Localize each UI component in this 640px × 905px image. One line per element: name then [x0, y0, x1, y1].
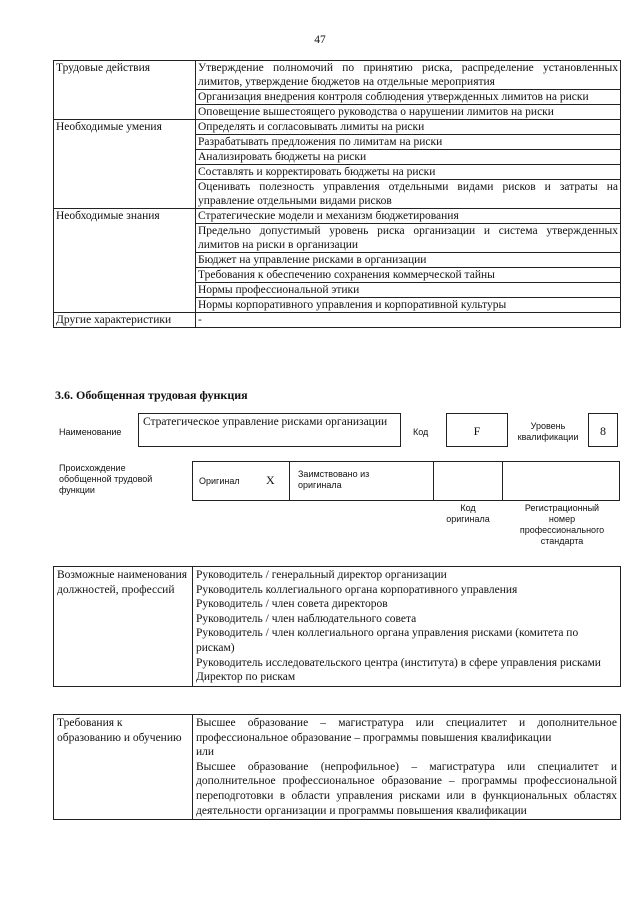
education-text-2: или — [196, 746, 215, 759]
row-label-actions: Трудовые действия — [54, 61, 196, 120]
education-text-1: Высшее образование – магистратура или специалитет и дополнительное профессиональное образование – программы повышения квалификации — [196, 717, 617, 744]
table-row — [54, 567, 621, 687]
origin-label: Происхождение обобщенной трудовой функции — [59, 463, 153, 495]
row-label-other: Другие характеристики — [54, 313, 196, 328]
positions-table — [53, 566, 621, 687]
list-item: Руководитель / генеральный директор организации — [196, 569, 447, 581]
table-cell: Требования к обеспечению сохранения коммерческой тайны — [196, 268, 621, 283]
table-row — [54, 313, 621, 328]
positions-list — [193, 567, 621, 687]
table-cell: Анализировать бюджеты на риски — [196, 150, 621, 165]
list-item: Руководитель коллегиального органа корпоративного управления — [196, 583, 518, 596]
education-text — [193, 715, 621, 820]
list-item: Руководитель / член наблюдательного совета — [196, 612, 417, 625]
table-row — [54, 120, 621, 135]
section-title: 3.6. Обобщенная трудовая функция — [55, 388, 248, 402]
table-cell: Составлять и корректировать бюджеты на риски — [196, 165, 621, 180]
table-cell: Организация внедрения контроля соблюдения утвержденных лимитов на риски — [196, 90, 621, 105]
original-label: Оригинал — [199, 476, 240, 486]
education-table — [53, 714, 621, 820]
table-row — [54, 61, 621, 90]
table-cell: Бюджет на управление рисками в организации — [196, 253, 621, 268]
table-cell: Нормы корпоративного управления и корпоративной культуры — [196, 298, 621, 313]
row-label-knowledge: Необходимые знания — [54, 209, 196, 313]
table-cell: Определять и согласовывать лимиты на риски — [196, 120, 621, 135]
name-label: Наименование — [59, 427, 122, 437]
education-text-3: Высшее образование (непрофильное) – магистратура или специалитет и дополнительное профессиональное образование – программы профессиональной переподготовки в области управления рисками или в функциональных областях деятельности организации и программы повышения квалификации — [196, 760, 617, 817]
code-label: Код — [413, 427, 429, 437]
code-value: F — [446, 413, 508, 447]
level-label: Уровень квалификации — [517, 421, 579, 442]
table-cell: - — [196, 313, 621, 328]
original-mark: X — [266, 473, 275, 487]
name-value: Стратегическое управление рисками организации — [138, 413, 401, 447]
list-item: Руководитель / член совета директоров — [196, 598, 388, 611]
borrowed-label: Заимствовано из оригинала — [298, 469, 370, 490]
list-item: Руководитель исследовательского центра (института) в сфере управления рисками — [196, 656, 601, 669]
table-cell: Оценивать полезность управления отдельными видами рисков и затраты на управление отдельными видами рисков — [196, 180, 621, 209]
row-label-skills: Необходимые умения — [54, 120, 196, 209]
positions-label: Возможные наименования должностей, профессий — [54, 567, 193, 687]
table-cell: Утверждение полномочий по принятию риска, распределение установленных лимитов, утверждение бюджетов на отдельные мероприятия — [196, 61, 621, 90]
table-cell: Разрабатывать предложения по лимитам на риски — [196, 135, 621, 150]
labor-function-table — [53, 60, 621, 328]
list-item: Директор по рискам — [196, 671, 296, 684]
reg-number-label: Регистрационный номер профессионального стандарта — [519, 503, 605, 546]
code-original-box — [433, 461, 503, 501]
list-item: Руководитель / член коллегиального органа управления рисками (комитета по рискам) — [196, 627, 579, 654]
level-value: 8 — [588, 413, 618, 447]
reg-number-box — [502, 461, 620, 501]
table-row — [54, 209, 621, 224]
table-cell: Нормы профессиональной этики — [196, 283, 621, 298]
code-original-label: Код оригинала — [446, 503, 490, 524]
page-number: 47 — [314, 34, 326, 46]
table-cell: Стратегические модели и механизм бюджетирования — [196, 209, 621, 224]
table-row — [54, 715, 621, 820]
table-cell: Оповещение вышестоящего руководства о нарушении лимитов на риски — [196, 105, 621, 120]
table-cell: Предельно допустимый уровень риска организации и система утвержденных лимитов на риски в организации — [196, 224, 621, 253]
education-label: Требования к образованию и обучению — [54, 715, 193, 820]
